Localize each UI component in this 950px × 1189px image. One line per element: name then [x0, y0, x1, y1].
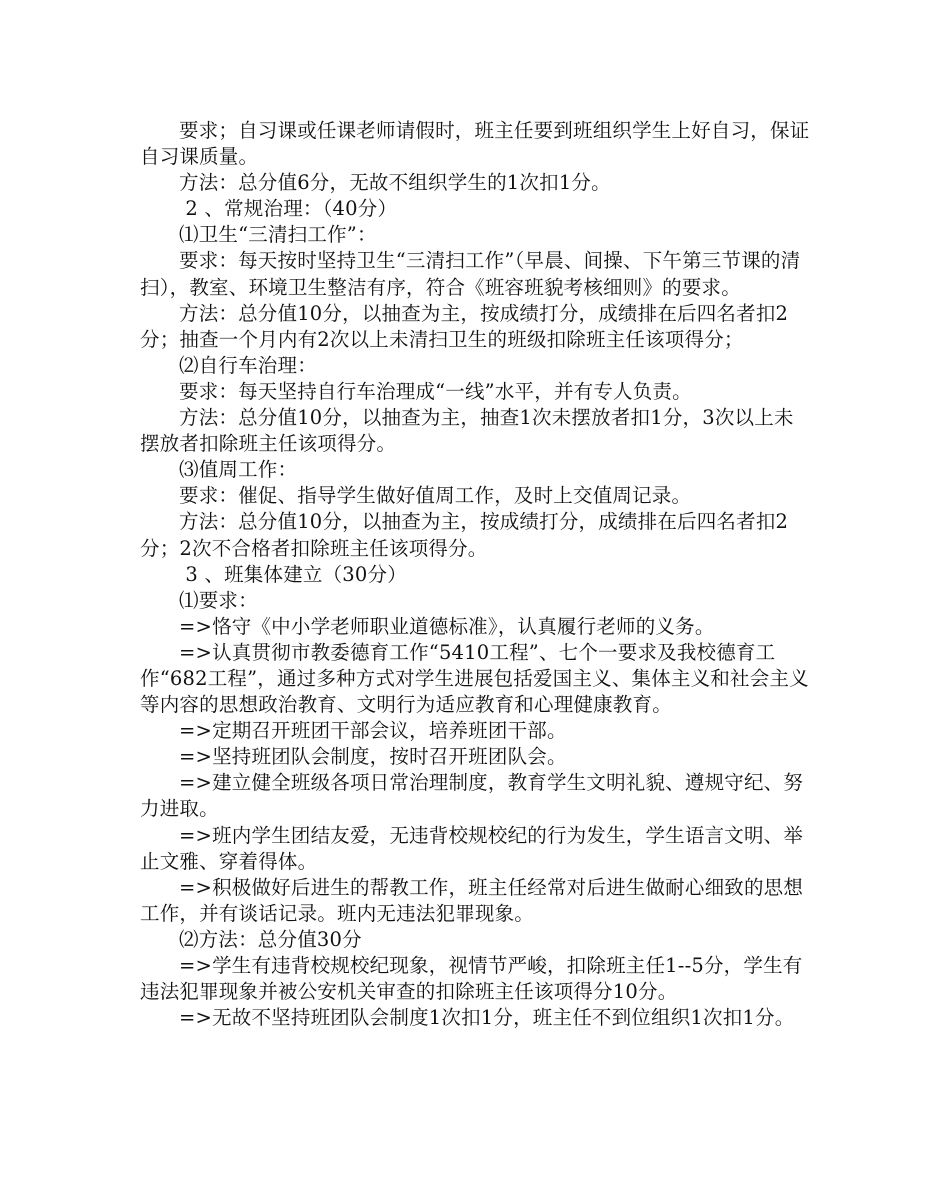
subheading-requirements: ⑴要求： [179, 588, 258, 612]
paragraph-bicycle-method: 方法：总分值10分，以抽查为主，抽查1次未摆放者扣1分，3次以上未摆放者扣除班主任该项得分。 [140, 406, 794, 456]
paragraph-hygiene-method: 方法：总分值10分，以抽查为主，按成绩打分，成绩排在后四名者扣2分；抽查一个月内有2次以上未清扫卫生的班级扣除班主任该项得分； [140, 301, 789, 351]
subheading-bicycle: ⑵自行车治理： [179, 353, 317, 377]
section-heading-routine-management: 2 、常规治理：（40分） [179, 197, 398, 221]
list-item-ethics: =>恪守《中小学老师职业道德标准》，认真履行老师的义务。 [179, 614, 715, 638]
paragraph-bicycle-requirement: 要求：每天坚持自行车治理成“一线”水平，并有专人负责。 [179, 379, 692, 403]
document-body [140, 118, 812, 1031]
paragraph-duty-method: 方法：总分值10分，以抽查为主，按成绩打分，成绩排在后四名者扣2分；2次不合格者扣除班主任该项得分。 [140, 510, 789, 560]
list-item-moral-education: =>认真贯彻市教委德育工作“5410工程”、七个一要求及我校德育工作“682工程”，通过多种方式对学生进展包括爱国主义、集体主义和社会主义等内容的思想政治教育、文明行为适应教育和心理健康教育。 [140, 640, 809, 717]
paragraph-selfstudy-method: 方法：总分值6分，无故不组织学生的1次扣1分。 [179, 171, 611, 195]
subheading-hygiene: ⑴卫生“三清扫工作”： [179, 223, 377, 247]
list-item-meeting-deduction: =>无故不坚持班团队会制度1次扣1分，班主任不到位组织1次扣1分。 [179, 1006, 795, 1030]
list-item-cadre-meeting: =>定期召开班团干部会议，培养班团干部。 [179, 719, 567, 743]
paragraph-selfstudy-requirement: 要求；自习课或任课老师请假时，班主任要到班组织学生上好自习，保证自习课质量。 [140, 119, 810, 169]
list-item-management-system: =>建立健全班级各项日常治理制度，教育学生文明礼貌、遵规守纪、努力进取。 [140, 771, 804, 821]
subheading-duty-week: ⑶值周工作： [179, 458, 298, 482]
paragraph-hygiene-requirement: 要求：每天按时坚持卫生“三清扫工作”（早晨、间操、下午第三节课的清扫），教室、环境卫生整洁有序，符合《班容班貌考核细则》的要求。 [140, 249, 801, 299]
list-item-violation-deduction: =>学生有违背校规校纪现象，视情节严峻，扣除班主任1--5分，学生有违法犯罪现象并被公安机关审查的扣除班主任该项得分10分。 [140, 954, 803, 1004]
paragraph-duty-requirement: 要求：催促、指导学生做好值周工作，及时上交值周记录。 [179, 484, 692, 508]
section-heading-class-building: 3 、班集体建立（30分） [179, 562, 407, 586]
list-item-unity: =>班内学生团结友爱，无违背校规校纪的行为发生，学生语言文明、举止文雅、穿着得体。 [140, 823, 804, 873]
subheading-method-score: ⑵方法：总分值30分 [179, 927, 362, 951]
list-item-tutoring: =>积极做好后进生的帮教工作，班主任经常对后进生做耐心细致的思想工作，并有谈话记录。班内无违法犯罪现象。 [140, 875, 804, 925]
list-item-class-meeting: =>坚持班团队会制度，按时召开班团队会。 [179, 745, 567, 769]
